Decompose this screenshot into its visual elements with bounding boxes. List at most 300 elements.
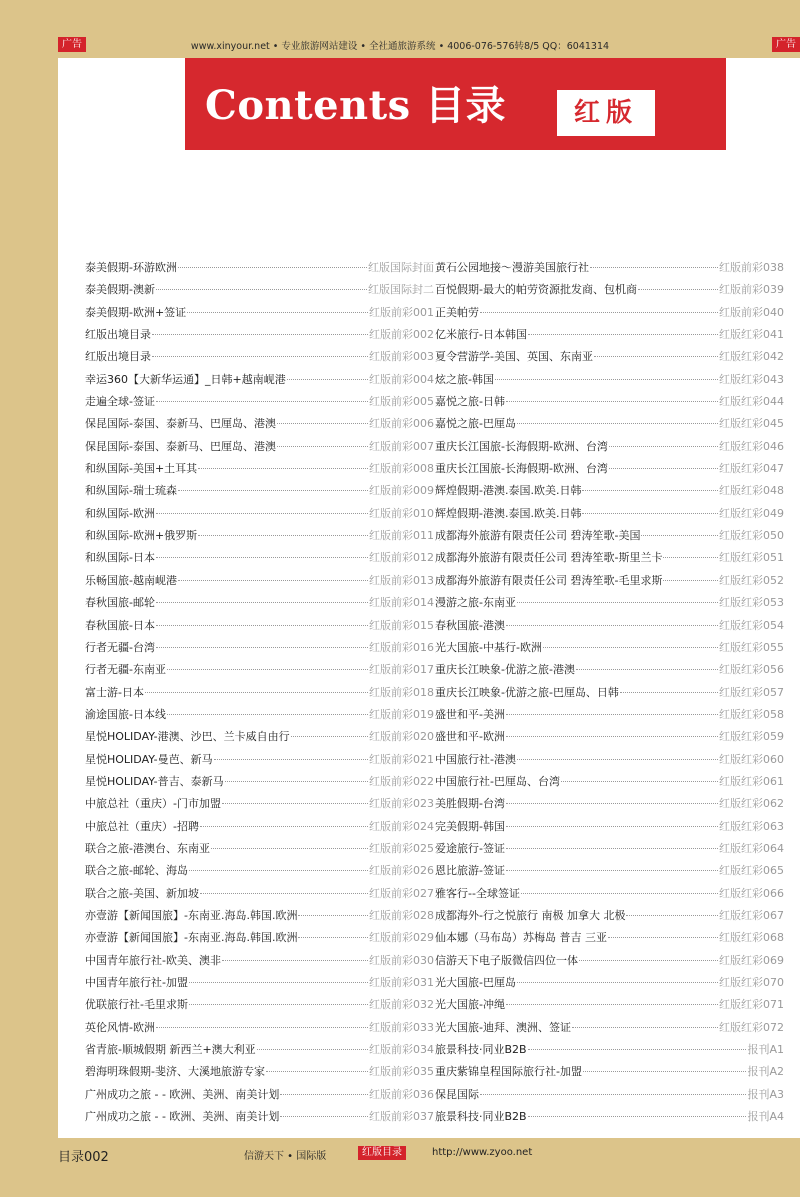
toc-entry-page: 红版红彩048: [719, 484, 784, 498]
toc-entry-title: 光大国旅-迪拜、澳洲、签证: [435, 1020, 571, 1034]
toc-entry-title: 信游天下电子版微信四位一体: [435, 953, 578, 967]
footer-url-link[interactable]: http://www.zyoo.net: [432, 1147, 533, 1158]
toc-entry-page: 红版红彩047: [719, 462, 784, 476]
toc-entry-title: 星悦HOLIDAY-普吉、泰新马: [85, 774, 224, 788]
toc-entry-page: 红版前彩034: [369, 1043, 434, 1057]
toc-entry-page: 红版前彩006: [369, 417, 434, 431]
dot-leader: [506, 1004, 718, 1005]
toc-entry[interactable]: [85, 862, 434, 884]
toc-entry[interactable]: [85, 393, 434, 415]
toc-entry[interactable]: [435, 438, 784, 460]
toc-entry-title: 旅景科技·同业B2B: [435, 1043, 527, 1057]
dot-leader: [626, 915, 718, 916]
toc-entry-title: 春秋国旅-港澳: [435, 618, 505, 632]
toc-entry-title: 光大国旅-冲绳: [435, 998, 505, 1012]
toc-entry[interactable]: [85, 1041, 434, 1063]
dot-leader: [506, 803, 718, 804]
toc-entry-page: 红版红彩043: [719, 372, 784, 386]
toc-entry[interactable]: [435, 795, 784, 817]
toc-entry-title: 星悦HOLIDAY-港澳、沙巴、兰卡威自由行: [85, 730, 290, 744]
toc-entry-title: 嘉悦之旅-日韩: [435, 395, 505, 409]
dot-leader: [291, 736, 368, 737]
dot-leader: [178, 267, 367, 268]
dot-leader: [156, 602, 368, 603]
toc-entry-title: 成都海外旅游有限责任公司 碧涛笙歌-美国: [435, 529, 641, 543]
toc-entry-page: 红版前彩004: [369, 372, 434, 386]
toc-entry[interactable]: [85, 907, 434, 929]
contents-title: Contents 目录: [205, 82, 507, 129]
dot-leader: [517, 759, 718, 760]
dot-leader: [152, 334, 368, 335]
toc-entry-title: 辉煌假期-港澳.泰国.欧美.日韩: [435, 484, 582, 498]
dot-leader: [156, 625, 368, 626]
toc-entry[interactable]: [85, 751, 434, 773]
toc-entry[interactable]: [85, 996, 434, 1018]
footer-section-badge: 红版目录: [358, 1146, 406, 1160]
toc-entry[interactable]: [85, 773, 434, 795]
toc-entry-page: 红版红彩045: [719, 417, 784, 431]
toc-entry[interactable]: [85, 348, 434, 370]
toc-entry-page: 红版前彩001: [369, 305, 434, 319]
toc-entry-page: 红版国际封二: [368, 283, 434, 297]
toc-entry-page: 红版红彩056: [719, 663, 784, 677]
toc-entry[interactable]: [435, 1086, 784, 1108]
dot-leader: [506, 848, 718, 849]
dot-leader: [178, 580, 368, 581]
toc-entry[interactable]: [85, 885, 434, 907]
toc-entry[interactable]: [435, 348, 784, 370]
toc-entry-page: 红版红彩064: [719, 841, 784, 855]
toc-entry-page: 红版前彩015: [369, 618, 434, 632]
toc-entry-page: 红版前彩024: [369, 819, 434, 833]
toc-entry[interactable]: [435, 639, 784, 661]
toc-entry-page: 红版红彩066: [719, 886, 784, 900]
toc-entry-title: 光大国旅-中基行-欧洲: [435, 640, 542, 654]
dot-leader: [609, 446, 718, 447]
toc-entry-page: 红版前彩017: [369, 663, 434, 677]
toc-entry[interactable]: [435, 1108, 784, 1130]
toc-entry-title: 夏令营游学-美国、英国、东南亚: [435, 350, 593, 364]
toc-entry[interactable]: [85, 974, 434, 996]
toc-entry-title: 幸运360【大新华运通】_日韩+越南岘港: [85, 372, 286, 386]
contents-banner: [185, 58, 726, 150]
dot-leader: [638, 289, 718, 290]
toc-entry-title: 亿米旅行-日本韩国: [435, 328, 527, 342]
toc-entry[interactable]: [435, 706, 784, 728]
toc-entry[interactable]: [435, 885, 784, 907]
toc-entry-title: 重庆紫锦皇程国际旅行社-加盟: [435, 1065, 582, 1079]
toc-entry-page: 红版前彩012: [369, 551, 434, 565]
dot-leader: [266, 1071, 368, 1072]
toc-entry-title: 辉煌假期-港澳.泰国.欧美.日韩: [435, 506, 582, 520]
toc-entry-title: 和纵国际-美国+土耳其: [85, 462, 198, 476]
dot-leader: [189, 870, 368, 871]
dot-leader: [579, 960, 718, 961]
dot-leader: [200, 826, 368, 827]
toc-entry-title: 成都海外旅游有限责任公司 碧涛笙歌-毛里求斯: [435, 573, 663, 587]
toc-entry-title: 重庆长江映象-优游之旅-港澳: [435, 663, 575, 677]
toc-entry-page: 红版前彩007: [369, 439, 434, 453]
toc-entry[interactable]: [85, 415, 434, 437]
toc-entry[interactable]: [85, 684, 434, 706]
toc-entry-title: 走遍全球-签证: [85, 395, 155, 409]
toc-entry[interactable]: [435, 594, 784, 616]
toc-entry-page: 红版前彩008: [369, 462, 434, 476]
toc-entry[interactable]: [85, 281, 434, 303]
dot-leader: [582, 490, 718, 491]
toc-entry-page: 红版前彩040: [719, 305, 784, 319]
toc-entry[interactable]: [435, 617, 784, 639]
toc-entry-page: 红版前彩026: [369, 864, 434, 878]
toc-entry[interactable]: [435, 371, 784, 393]
dot-leader: [495, 379, 718, 380]
toc-entry-page: 红版前彩010: [369, 506, 434, 520]
toc-entry-page: 红版前彩020: [369, 730, 434, 744]
toc-entry-page: 红版红彩063: [719, 819, 784, 833]
toc-entry[interactable]: [85, 438, 434, 460]
dot-leader: [277, 446, 368, 447]
toc-entry-title: 省青旅-顺城假期 新西兰+澳大利亚: [85, 1043, 256, 1057]
toc-entry-page: 红版红彩044: [719, 395, 784, 409]
toc-entry-page: 红版前彩028: [369, 908, 434, 922]
toc-entry-page: 红版红彩053: [719, 596, 784, 610]
toc-entry[interactable]: [85, 549, 434, 571]
toc-entry-title: 光大国旅-巴厘岛: [435, 976, 516, 989]
toc-entry-page: 报刊A1: [747, 1043, 784, 1057]
toc-entry-title: 成都海外-行之悦旅行 南极 加拿大 北极: [435, 908, 626, 922]
toc-entry[interactable]: [85, 482, 434, 504]
toc-entry-page: 红版前彩018: [369, 685, 434, 699]
toc-entry-title: 乐畅国旅-越南岘港: [85, 573, 177, 587]
dot-leader: [506, 714, 718, 715]
toc-entry-title: 红版出境目录: [85, 350, 151, 364]
dot-leader: [561, 781, 718, 782]
dot-leader: [572, 1027, 718, 1028]
toc-entry-page: 红版红彩065: [719, 864, 784, 878]
dot-leader: [200, 893, 368, 894]
dot-leader: [198, 468, 368, 469]
toc-entry-title: 中国旅行社-港澳: [435, 752, 516, 766]
toc-entry-title: 春秋国旅-日本: [85, 618, 155, 632]
toc-entry[interactable]: [435, 840, 784, 862]
toc-entry-page: 红版前彩016: [369, 640, 434, 654]
toc-entry-page: 红版前彩029: [369, 931, 434, 945]
toc-entry-title: 亦壹游【新闻国旅】-东南亚.海岛.韩国.欧洲: [85, 931, 298, 945]
toc-entry[interactable]: [85, 818, 434, 840]
toc-entry-page: 红版前彩032: [369, 998, 434, 1012]
dot-leader: [187, 312, 368, 313]
toc-entry[interactable]: [85, 952, 434, 974]
toc-entry-title: 雅客行--全球签证: [435, 886, 520, 900]
toc-entry-page: 红版前彩023: [369, 797, 434, 811]
toc-entry-title: 行者无疆-台湾: [85, 640, 155, 654]
toc-entry-title: 广州成功之旅 - - 欧洲、美洲、南美计划: [85, 1087, 280, 1101]
page-number: 目录002: [58, 1150, 109, 1165]
toc-entry[interactable]: [435, 818, 784, 840]
toc-entry[interactable]: [85, 1108, 434, 1130]
toc-entry-title: 旅景科技·同业B2B: [435, 1110, 527, 1124]
dot-leader: [198, 535, 368, 536]
toc-entry-title: 重庆长江国旅-长海假期-欧洲、台湾: [435, 439, 608, 453]
toc-entry-title: 和纵国际-瑞士琉森: [85, 484, 177, 498]
toc-entry-page: 红版红彩049: [719, 506, 784, 520]
toc-entry[interactable]: [85, 661, 434, 683]
toc-entry[interactable]: [435, 415, 784, 437]
dot-leader: [211, 848, 368, 849]
dot-leader: [152, 356, 368, 357]
toc-entry-title: 红版出境目录: [85, 328, 151, 342]
toc-entry[interactable]: [85, 527, 434, 549]
toc-entry-title: 联合之旅-邮轮、海岛: [85, 864, 188, 878]
toc-entry-title: 碧海明珠假期-斐济、大溪地旅游专家: [85, 1065, 265, 1079]
dot-leader: [298, 915, 368, 916]
toc-entry-page: 红版前彩027: [369, 886, 434, 900]
toc-entry-title: 嘉悦之旅-巴厘岛: [435, 417, 516, 431]
toc-entry[interactable]: [435, 974, 784, 996]
dot-leader: [608, 937, 718, 938]
toc-entry-page: 红版前彩014: [369, 596, 434, 610]
toc-entry-title: 重庆长江映象-优游之旅-巴厘岛、日韩: [435, 685, 619, 699]
footer-brand: 信游天下 • 国际版: [244, 1151, 327, 1162]
toc-entry[interactable]: [85, 617, 434, 639]
toc-entry[interactable]: [435, 482, 784, 504]
toc-entry-page: 红版前彩036: [369, 1087, 434, 1101]
toc-entry[interactable]: [435, 907, 784, 929]
toc-entry-page: 红版红彩050: [719, 529, 784, 543]
dot-leader: [156, 289, 367, 290]
toc-entry-page: 红版前彩022: [369, 774, 434, 788]
toc-entry-page: 红版前彩035: [369, 1065, 434, 1079]
toc-entry-page: 红版红彩068: [719, 931, 784, 945]
toc-entry[interactable]: [435, 751, 784, 773]
dot-leader: [280, 1094, 368, 1095]
toc-entry-page: 红版前彩002: [369, 328, 434, 342]
dot-leader: [609, 468, 718, 469]
toc-entry[interactable]: [85, 460, 434, 482]
toc-entry-page: 红版前彩038: [719, 261, 784, 274]
toc-entry-page: 红版红彩057: [719, 685, 784, 699]
toc-entry-title: 中旅总社（重庆）-门市加盟: [85, 797, 221, 811]
toc-entry-page: 红版前彩005: [369, 395, 434, 409]
toc-entry[interactable]: [85, 505, 434, 527]
toc-entry-title: 保昆国际-泰国、泰新马、巴厘岛、港澳: [85, 417, 276, 431]
toc-entry-page: 红版前彩013: [369, 573, 434, 587]
toc-entry[interactable]: [85, 728, 434, 750]
toc-entry-title: 广州成功之旅 - - 欧洲、美洲、南美计划: [85, 1110, 280, 1124]
dot-leader: [257, 1049, 368, 1050]
toc-entry-page: 红版前彩030: [369, 953, 434, 967]
dot-leader: [298, 937, 368, 938]
toc-entry-page: 红版红彩061: [719, 774, 784, 788]
toc-entry-page: 红版红彩046: [719, 439, 784, 453]
toc-entry-title: 百悦假期-最大的帕劳资源批发商、包机商: [435, 283, 637, 297]
dot-leader: [277, 423, 368, 424]
toc-entry[interactable]: [435, 1063, 784, 1085]
toc-entry-page: 红版红彩062: [719, 797, 784, 811]
toc-entry-title: 和纵国际-欧洲+俄罗斯: [85, 529, 198, 543]
header-contact-line: www.xinyour.net • 专业旅游网站建设 • 全社通旅游系统 • 4006-076-576转8/5 QQ：6041314: [190, 41, 610, 52]
toc-entry-title: 盛世和平-美洲: [435, 707, 505, 721]
toc-entry-title: 渝途国旅-日本线: [85, 707, 166, 721]
dot-leader: [582, 513, 718, 514]
toc-entry[interactable]: [435, 527, 784, 549]
toc-entry-page: 红版国际封面: [368, 261, 434, 274]
dot-leader: [528, 1116, 747, 1117]
dot-leader: [156, 401, 368, 402]
toc-entry-title: 和纵国际-日本: [85, 551, 155, 565]
toc-entry[interactable]: [85, 639, 434, 661]
dot-leader: [156, 557, 368, 558]
toc-entry[interactable]: [85, 795, 434, 817]
toc-entry[interactable]: [85, 1086, 434, 1108]
dot-leader: [506, 870, 718, 871]
dot-leader: [521, 893, 718, 894]
dot-leader: [620, 692, 718, 693]
toc-entry-page: 红版前彩021: [369, 752, 434, 766]
toc-entry-page: 报刊A3: [747, 1087, 784, 1101]
toc-entry-title: 和纵国际-欧洲: [85, 506, 155, 520]
toc-entry-title: 正美帕劳: [435, 305, 479, 319]
toc-entry-page: 红版前彩025: [369, 841, 434, 855]
contents-page: [58, 58, 800, 1138]
toc-entry-title: 泰美假期-澳新: [85, 283, 155, 297]
toc-entry-page: 红版红彩052: [719, 573, 784, 587]
toc-entry-title: 联合之旅-港澳台、东南亚: [85, 841, 210, 855]
toc-entry[interactable]: [435, 572, 784, 594]
toc-entry[interactable]: [435, 684, 784, 706]
dot-leader: [178, 490, 368, 491]
dot-leader: [167, 714, 368, 715]
toc-entry-title: 中旅总社（重庆）-招聘: [85, 819, 199, 833]
toc-entry[interactable]: [435, 259, 784, 281]
toc-entry[interactable]: [435, 1041, 784, 1063]
dot-leader: [506, 625, 718, 626]
toc-entry[interactable]: [435, 728, 784, 750]
toc-entry[interactable]: [435, 929, 784, 951]
toc-entry-title: 富士游-日本: [85, 685, 144, 699]
dot-leader: [287, 379, 368, 380]
toc-entry-page: 红版红彩069: [719, 953, 784, 967]
toc-entry[interactable]: [435, 773, 784, 795]
toc-entry-page: 红版红彩054: [719, 618, 784, 632]
toc-entry[interactable]: [85, 304, 434, 326]
dot-leader: [576, 669, 718, 670]
dot-leader: [280, 1116, 368, 1117]
toc-column-right: [435, 259, 784, 1130]
toc-entry-title: 星悦HOLIDAY-曼芭、新马: [85, 752, 213, 766]
dot-leader: [517, 982, 718, 983]
toc-entry[interactable]: [85, 929, 434, 951]
toc-entry-title: 黄石公园地接～漫游美国旅行社: [435, 261, 589, 274]
toc-entry-title: 美胜假期-台湾: [435, 797, 505, 811]
toc-entry-title: 泰美假期-环游欧洲: [85, 261, 177, 274]
ad-badge-right: 广告: [772, 37, 800, 52]
toc-entry-page: 红版前彩011: [369, 529, 434, 543]
toc-entry[interactable]: [85, 1019, 434, 1041]
toc-entry[interactable]: [435, 661, 784, 683]
toc-entry-page: 红版前彩039: [719, 283, 784, 297]
dot-leader: [167, 669, 368, 670]
toc-entry-page: 红版红彩059: [719, 730, 784, 744]
toc-entry-title: 爱途旅行-签证: [435, 841, 505, 855]
toc-entry[interactable]: [435, 952, 784, 974]
toc-entry-title: 优联旅行社-毛里求斯: [85, 998, 188, 1012]
toc-entry-title: 漫游之旅-东南亚: [435, 596, 516, 610]
dot-leader: [156, 647, 368, 648]
toc-entry[interactable]: [85, 706, 434, 728]
toc-entry[interactable]: [435, 304, 784, 326]
toc-entry-page: 红版前彩019: [369, 707, 434, 721]
toc-entry[interactable]: [85, 1063, 434, 1085]
toc-entry[interactable]: [435, 393, 784, 415]
dot-leader: [543, 647, 718, 648]
toc-entry[interactable]: [85, 572, 434, 594]
toc-entry-title: 英伦风情-欧洲: [85, 1020, 155, 1034]
dot-leader: [517, 602, 718, 603]
toc-entry-page: 红版红彩058: [719, 707, 784, 721]
ad-badge-left: 广告: [58, 37, 86, 52]
dot-leader: [480, 312, 718, 313]
toc-entry-title: 完美假期-韩国: [435, 819, 505, 833]
toc-entry-page: 红版前彩033: [369, 1020, 434, 1034]
dot-leader: [214, 759, 368, 760]
dot-leader: [590, 267, 718, 268]
toc-entry-title: 仙本娜（马布岛）苏梅岛 普吉 三亚: [435, 931, 607, 945]
toc-entry-title: 恩比旅游-签证: [435, 864, 505, 878]
dot-leader: [506, 736, 718, 737]
toc-entry[interactable]: [85, 326, 434, 348]
toc-entry-title: 重庆长江国旅-长海假期-欧洲、台湾: [435, 462, 608, 476]
dot-leader: [506, 401, 718, 402]
toc-entry[interactable]: [435, 326, 784, 348]
toc-entry-title: 春秋国旅-邮轮: [85, 596, 155, 610]
dot-leader: [663, 557, 718, 558]
toc-entry-page: 红版红彩067: [719, 908, 784, 922]
dot-leader: [222, 803, 368, 804]
toc-entry-page: 红版红彩070: [719, 976, 784, 989]
toc-entry[interactable]: [435, 549, 784, 571]
toc-entry-title: 成都海外旅游有限责任公司 碧涛笙歌-斯里兰卡: [435, 551, 663, 565]
toc-entry-title: 泰美假期-欧洲+签证: [85, 305, 187, 319]
toc-entry[interactable]: [435, 505, 784, 527]
toc-entry-title: 中国青年旅行社-欧美、澳非: [85, 953, 221, 967]
toc-entry[interactable]: [435, 281, 784, 303]
toc-entry-page: 红版红彩041: [719, 328, 784, 342]
dot-leader: [506, 826, 718, 827]
toc-entry[interactable]: [85, 259, 434, 281]
dot-leader: [480, 1094, 746, 1095]
dot-leader: [583, 1071, 747, 1072]
toc-entry[interactable]: [85, 594, 434, 616]
dot-leader: [641, 535, 718, 536]
toc-entry-page: 红版红彩055: [719, 640, 784, 654]
dot-leader: [225, 781, 368, 782]
toc-entry-title: 中国旅行社-巴厘岛、台湾: [435, 774, 560, 788]
toc-entry[interactable]: [85, 840, 434, 862]
toc-entry[interactable]: [85, 371, 434, 393]
toc-entry-title: 亦壹游【新闻国旅】-东南亚.海岛.韩国.欧洲: [85, 908, 298, 922]
toc-entry-page: 红版前彩031: [369, 976, 434, 989]
toc-entry-page: 报刊A4: [747, 1110, 784, 1124]
toc-column-left: [85, 259, 434, 1130]
toc-entry[interactable]: [435, 862, 784, 884]
toc-entry[interactable]: [435, 996, 784, 1018]
toc-entry-page: 红版前彩037: [369, 1110, 434, 1124]
dot-leader: [156, 513, 368, 514]
toc-entry-title: 联合之旅-美国、新加坡: [85, 886, 199, 900]
toc-entry[interactable]: [435, 1019, 784, 1041]
toc-entry[interactable]: [435, 460, 784, 482]
